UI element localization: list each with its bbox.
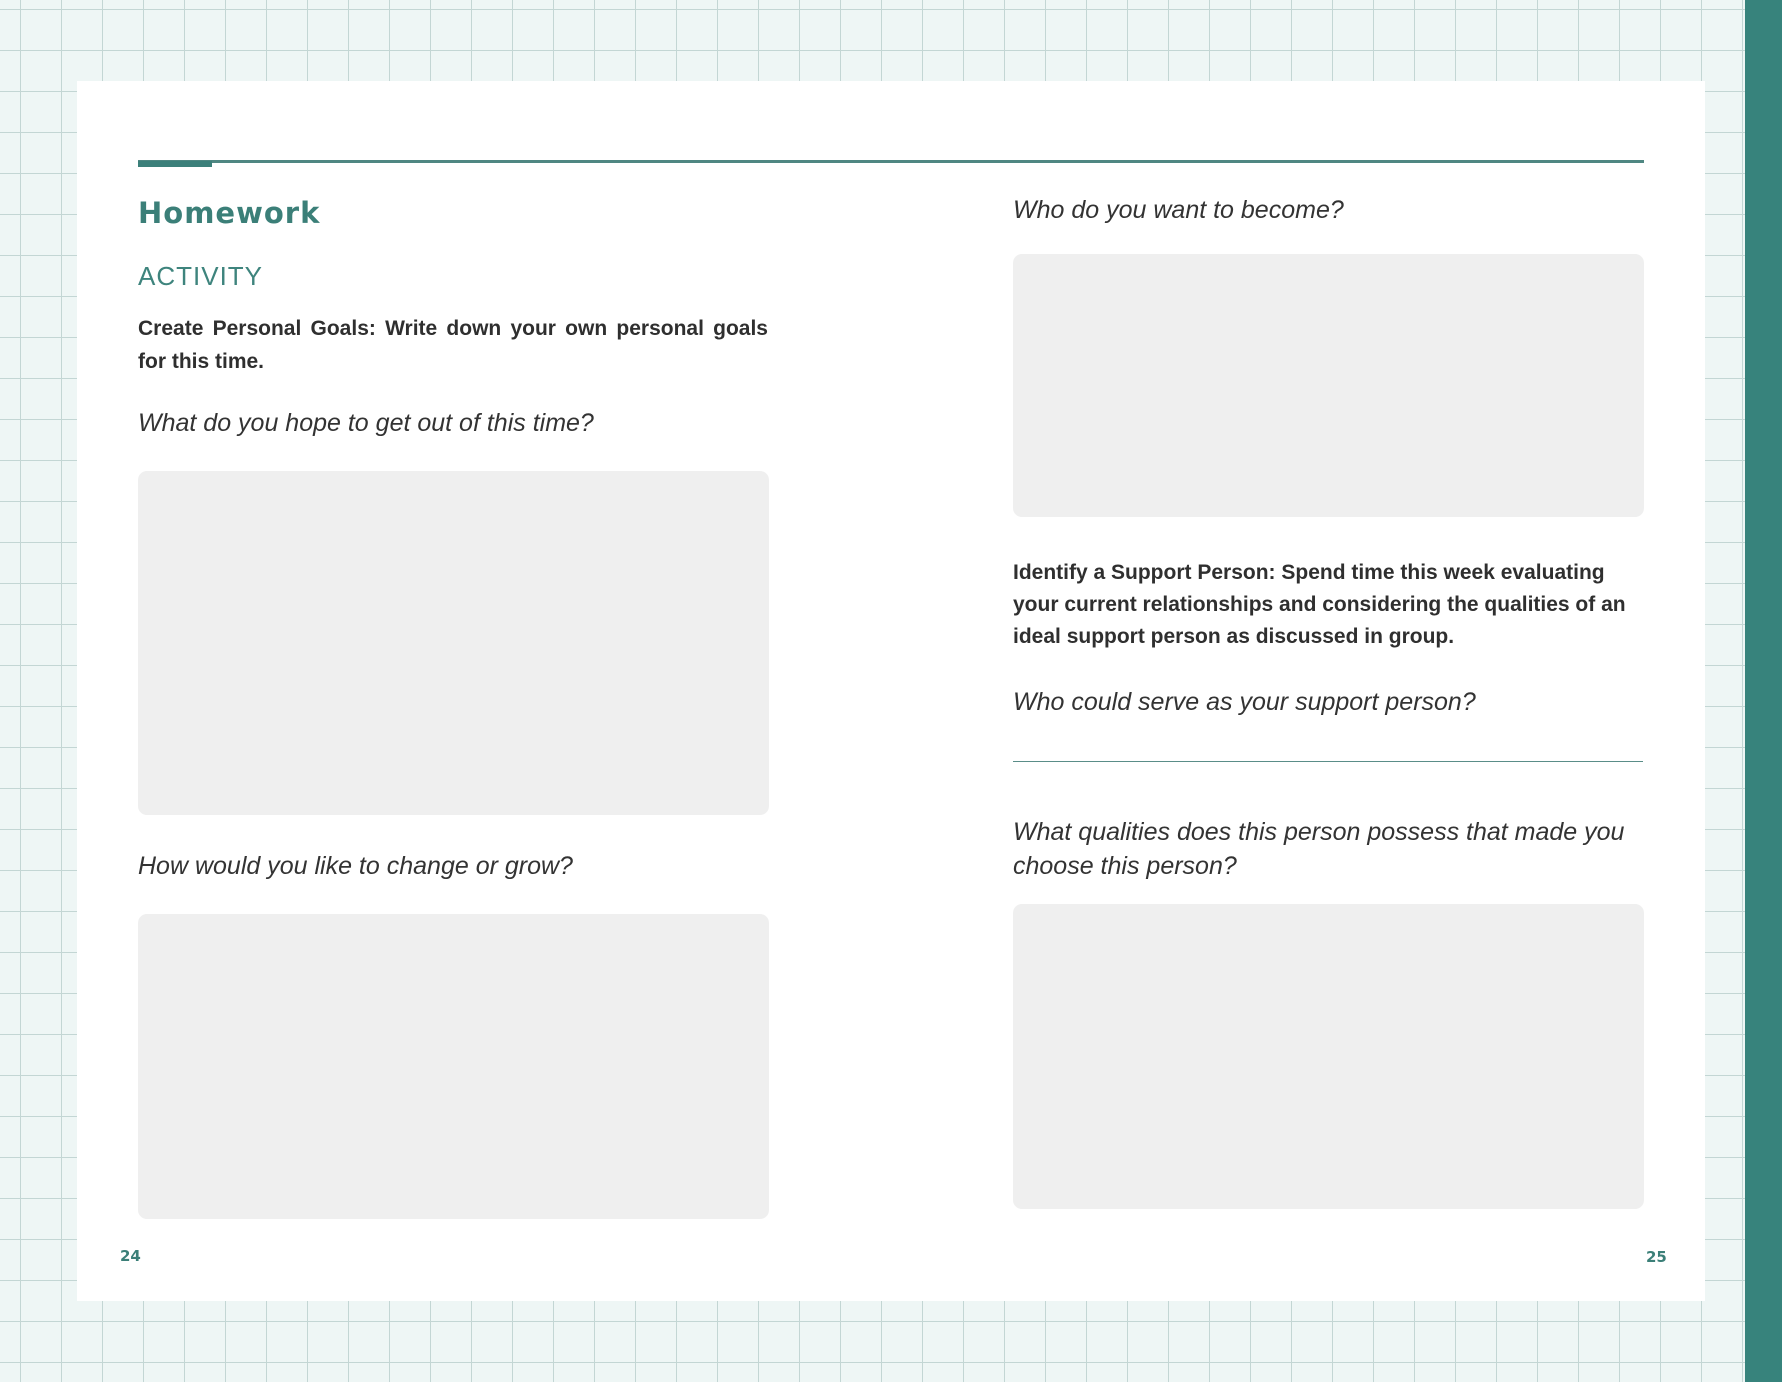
section-label: ACTIVITY	[138, 261, 264, 291]
question-hope-to-get-out: What do you hope to get out of this time?	[138, 409, 594, 437]
left-page-column	[138, 193, 768, 1219]
side-color-band	[1745, 0, 1782, 1382]
workbook-spread	[77, 81, 1705, 1301]
header-rule	[138, 160, 1644, 163]
answer-box-person-qualities[interactable]	[1013, 904, 1644, 1209]
header-rule-accent	[138, 161, 212, 167]
page-number-left: 24	[120, 1247, 141, 1265]
right-page-column	[1013, 193, 1644, 1209]
personal-goals-instruction: Create Personal Goals: Write down your own personal goals for this time.	[138, 317, 768, 373]
question-support-person: Who could serve as your support person?	[1013, 688, 1476, 716]
question-who-to-become: Who do you want to become?	[1013, 196, 1344, 224]
answer-box-hope-to-get-out[interactable]	[138, 471, 769, 815]
answer-box-who-to-become[interactable]	[1013, 254, 1644, 517]
support-person-instruction: Identify a Support Person: Spend time this week evaluating your current relationships and considering the qualities of an ideal support person as discussed in group.	[1013, 561, 1626, 648]
question-change-or-grow: How would you like to change or grow?	[138, 852, 573, 880]
question-person-qualities: What qualities does this person possess that made you choose this person?	[1013, 818, 1625, 880]
answer-box-change-or-grow[interactable]	[138, 914, 769, 1219]
page-title: Homework	[138, 196, 321, 230]
page-number-right: 25	[1646, 1248, 1667, 1266]
answer-line-support-person[interactable]	[1013, 761, 1643, 762]
